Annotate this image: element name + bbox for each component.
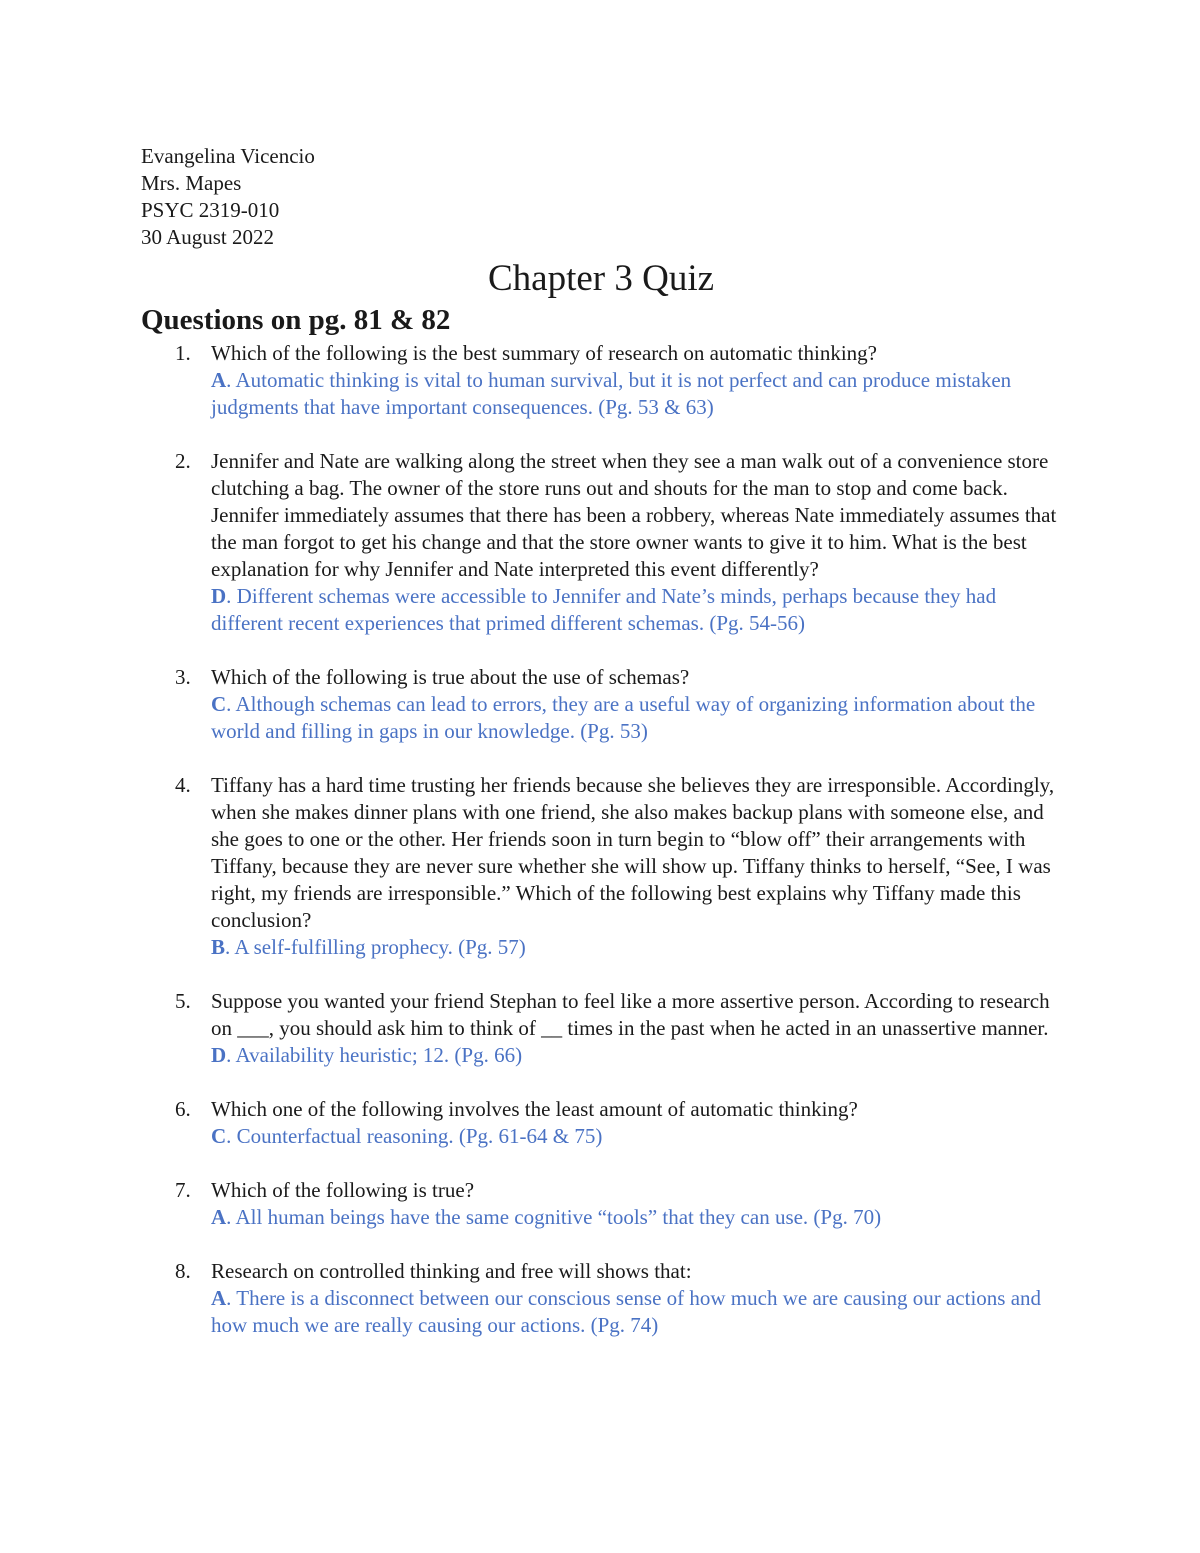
page-title: Chapter 3 Quiz <box>487 258 715 299</box>
answer-text <box>211 583 1061 637</box>
question-item <box>141 1096 1061 1150</box>
question-item <box>141 988 1061 1069</box>
answer-body: . Automatic thinking is vital to human survival, but it is not perfect and can produce mistaken judgments that have important consequences. (Pg. 53 & 63) <box>211 368 1012 419</box>
answer-text <box>211 367 1061 421</box>
question-item <box>141 664 1061 745</box>
answer-letter: C <box>211 692 227 716</box>
answer-letter: D <box>211 1043 227 1067</box>
question-item <box>141 448 1061 637</box>
question-text: Which of the following is true? <box>211 1178 475 1202</box>
teacher-name: Mrs. Mapes <box>141 171 242 195</box>
answer-text <box>211 934 1061 961</box>
date: 30 August 2022 <box>141 225 275 249</box>
answer-text <box>211 1123 1061 1150</box>
question-number: 4. <box>175 773 191 797</box>
answer-body: . There is a disconnect between our conscious sense of how much we are causing our actions and how much we are really causing our actions. (Pg. 74) <box>211 1286 1042 1337</box>
question-text: Research on controlled thinking and free will shows that: <box>211 1259 692 1283</box>
answer-text <box>211 1042 1061 1069</box>
answer-text <box>211 1204 1061 1231</box>
question-number: 8. <box>175 1259 191 1283</box>
question-number: 5. <box>175 989 191 1013</box>
answer-text <box>211 1285 1061 1339</box>
question-item <box>141 1258 1061 1339</box>
answer-letter: A <box>211 368 227 392</box>
answer-letter: A <box>211 1286 227 1310</box>
question-text: Jennifer and Nate are walking along the street when they see a man walk out of a convenience store clutching a bag. The owner of the store runs out and shouts for the man to stop and come back. Jennifer immediately assumes that there has been a robbery, whereas Nate immediately assumes that the man forgot to get his change and that the store owner wants to give it to him. What is the best explanation for why Jennifer and Nate interpreted this event differently? <box>211 449 1057 581</box>
question-number: 6. <box>175 1097 191 1121</box>
question-list <box>141 340 1061 1339</box>
question-item <box>141 1177 1061 1231</box>
section-heading: Questions on pg. 81 & 82 <box>141 304 451 336</box>
answer-letter: D <box>211 584 227 608</box>
answer-letter: C <box>211 1124 227 1148</box>
answer-letter: A <box>211 1205 227 1229</box>
answer-text <box>211 691 1061 745</box>
course-code: PSYC 2319-010 <box>141 198 280 222</box>
answer-body: . All human beings have the same cognitive “tools” that they can use. (Pg. 70) <box>226 1205 882 1229</box>
question-item <box>141 772 1061 961</box>
document-page <box>141 143 1061 1366</box>
answer-letter: B <box>211 935 226 959</box>
answer-body: . Although schemas can lead to errors, they are a useful way of organizing information about the world and filling in gaps in our knowledge. (Pg. 53) <box>211 692 1036 743</box>
question-text: Which of the following is true about the use of schemas? <box>211 665 690 689</box>
question-text: Which one of the following involves the least amount of automatic thinking? <box>211 1097 858 1121</box>
answer-body: . A self-fulfilling prophecy. (Pg. 57) <box>225 935 526 959</box>
question-number: 1. <box>175 341 191 365</box>
answer-body: . Different schemas were accessible to Jennifer and Nate’s minds, perhaps because they had different recent experiences that primed different schemas. (Pg. 54-56) <box>211 584 997 635</box>
question-text: Suppose you wanted your friend Stephan to feel like a more assertive person. According to research on ___, you should ask him to think of __ times in the past when he acted in an unassertive manner. <box>211 989 1050 1040</box>
student-name: Evangelina Vicencio <box>141 144 315 168</box>
question-number: 3. <box>175 665 191 689</box>
question-text: Which of the following is the best summary of research on automatic thinking? <box>211 341 877 365</box>
question-number: 2. <box>175 449 191 473</box>
answer-body: . Counterfactual reasoning. (Pg. 61-64 & 75) <box>226 1124 603 1148</box>
question-number: 7. <box>175 1178 191 1202</box>
answer-body: . Availability heuristic; 12. (Pg. 66) <box>226 1043 523 1067</box>
question-text: Tiffany has a hard time trusting her friends because she believes they are irresponsible. Accordingly, when she makes dinner plans with one friend, she also makes backup plans with someone else, and she goes to one or the other. Her friends soon in turn begin to “blow off” their arrangements with Tiffany, because they are never sure whether she will show up. Tiffany thinks to herself, “See, I was right, my friends are irresponsible.” Which of the following best explains why Tiffany made this conclusion? <box>211 773 1055 932</box>
question-item <box>141 340 1061 421</box>
